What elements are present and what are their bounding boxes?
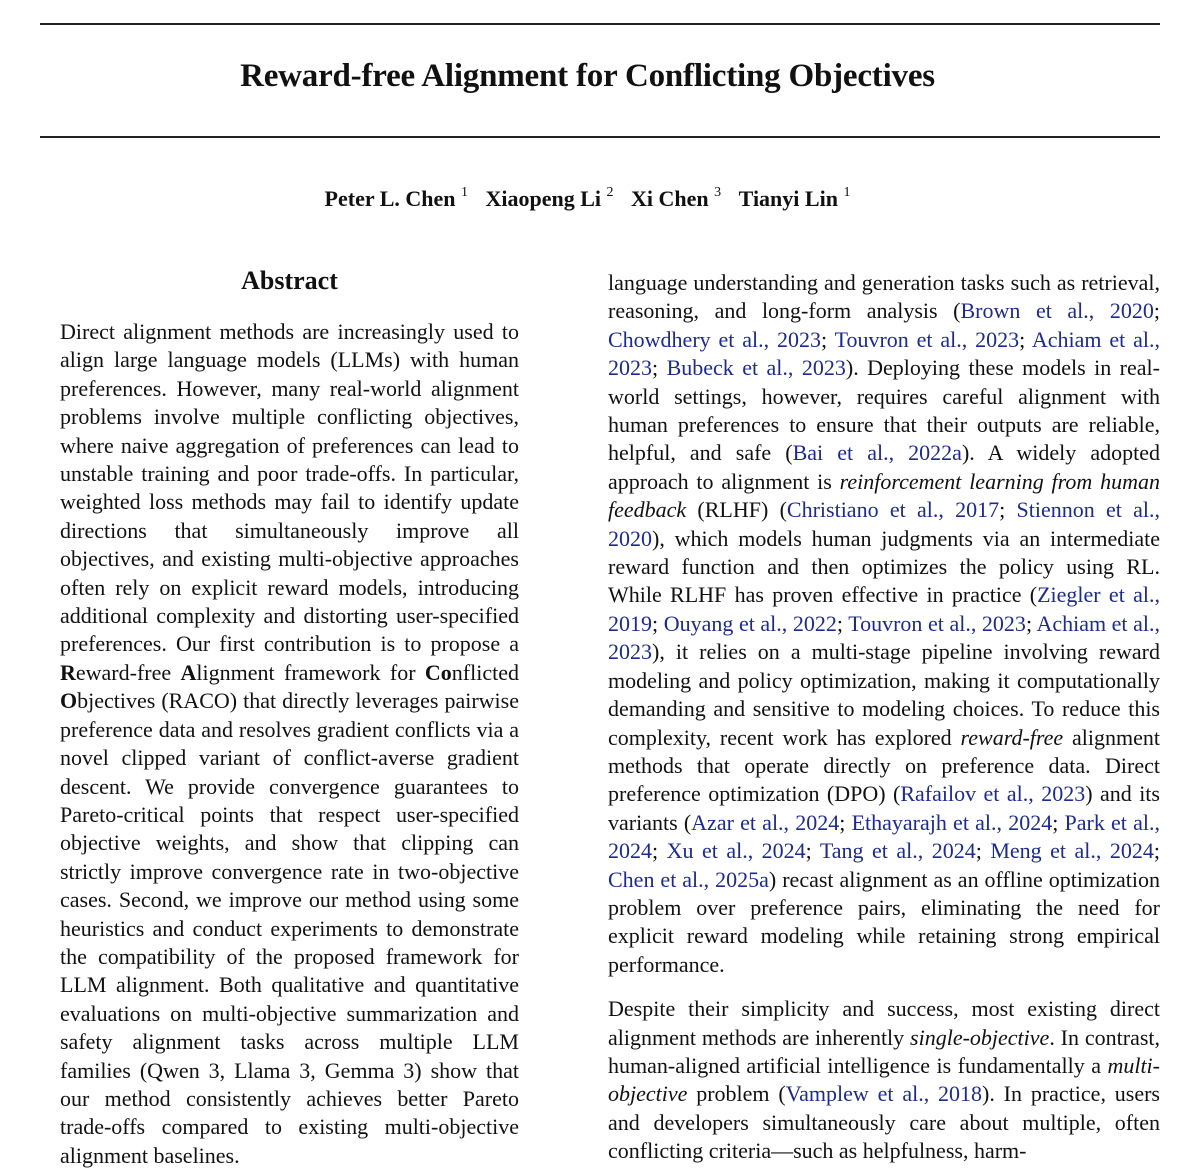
emphasis-text: reward-free <box>960 724 1064 750</box>
text-run: ). A widely adopted approach to alignment is <box>608 440 1161 494</box>
author: Tianyi Lin $^1$ <box>738 184 851 211</box>
emphasis-text: reinforcement learning from human feedback <box>608 468 1160 523</box>
citation-link[interactable]: Christiano et al., 2017 <box>786 497 1000 523</box>
citation-link[interactable]: Vamplew et al., 2018 <box>785 1081 983 1107</box>
text-run: ; <box>1153 298 1160 324</box>
text-run: ) and its variants ( <box>608 781 1160 835</box>
citation-link[interactable]: Chen et al., 2025a <box>608 866 769 892</box>
author: Xiaopeng Li $^2$ <box>485 184 614 211</box>
text-run: ), which models human judgments via an intermediate reward function and then optimizes the policy using RL. While RLHF has proven effective in practice ( <box>608 525 1160 608</box>
text-run: ; <box>1019 326 1032 352</box>
text-run: ; <box>975 838 991 864</box>
text-run: ) recast alignment as an offline optimization problem over preference pairs, eliminating the need for explicit reward modeling while retaining strong empirical performance. <box>608 866 1160 977</box>
citation-link[interactable]: Azar et al., 2024 <box>691 809 840 835</box>
text-run: ; <box>999 497 1017 523</box>
citation-link[interactable]: Ethayarajh et al., 2024 <box>851 809 1053 835</box>
text-run: eward-free <box>75 659 181 685</box>
intro-paragraph <box>608 269 1160 979</box>
citation-link[interactable]: Xu et al., 2024 <box>666 838 806 864</box>
abstract-text <box>60 318 519 1170</box>
text-run: Direct alignment methods are increasingly used to align large language models (LLMs) with human preferences. However, many real-world alignment problems involve multiple conflicting objectives, where naive aggregation of preferences can lead to unstable training and poor trade-offs. In particular, weighted loss methods may fail to identify update directions that simultaneously improve all objectives, and existing multi-objective approaches often rely on explicit reward models, introducing additional complexity and distorting user-specified preferences. Our first contribution is to propose a <box>60 319 519 657</box>
intro-paragraph <box>608 995 1160 1165</box>
text-run: ; <box>652 355 667 381</box>
citation-link[interactable]: Brown et al., 2020 <box>960 298 1154 324</box>
abstract-heading: Abstract <box>241 266 338 295</box>
bold-text: A <box>180 659 197 685</box>
text-run: . In contrast, human-aligned artificial intelligence is fundamentally a <box>608 1024 1161 1078</box>
paper-title: Reward-free Alignment for Conflicting Objectives <box>240 58 935 94</box>
citation-link[interactable]: Tang et al., 2024 <box>819 838 976 864</box>
citation-link[interactable]: Bubeck et al., 2023 <box>666 355 846 381</box>
text-run: ; <box>1153 838 1160 864</box>
text-run: ; <box>1052 809 1065 835</box>
bold-text: R <box>60 659 76 685</box>
citation-link[interactable]: Achiam et al., 2023 <box>608 326 1161 381</box>
right-column <box>608 269 1160 1166</box>
citation-link[interactable]: Chowdhery et al., 2023 <box>608 326 821 352</box>
text-run: ; <box>839 809 852 835</box>
citation-link[interactable]: Meng et al., 2024 <box>990 838 1154 864</box>
citation-link[interactable]: Stiennon et al., 2020 <box>608 497 1160 551</box>
affiliation-mark: 1 <box>461 184 469 200</box>
emphasis-text: single-objective <box>910 1024 1050 1050</box>
text-run: alignment methods that operate directly on preference data. Direct preference optimization (DPO) ( <box>608 724 1160 807</box>
bold-text: O <box>60 688 78 714</box>
author: Peter L. Chen $^1$ <box>324 184 469 211</box>
citation-link[interactable]: Ziegler et al., 2019 <box>608 582 1160 636</box>
emphasis-text: multi-objective <box>608 1052 1160 1107</box>
citation-link[interactable]: Rafailov et al., 2023 <box>900 781 1086 807</box>
text-run: language understanding and generation tasks such as retrieval, reasoning, and long-form analysis ( <box>608 270 1160 324</box>
affiliation-mark: 2 <box>606 184 614 200</box>
citation-link[interactable]: Touvron et al., 2023 <box>834 326 1020 352</box>
text-run: ; <box>652 838 667 864</box>
citation-link[interactable]: Ouyang et al., 2022 <box>663 610 837 636</box>
left-column <box>60 263 519 1170</box>
text-run: ; <box>652 610 664 636</box>
bold-text: Co <box>424 659 452 685</box>
text-run: ; <box>1025 610 1037 636</box>
affiliation-mark: 3 <box>714 184 722 200</box>
text-run: (RLHF) ( <box>686 497 787 523</box>
text-run: problem ( <box>687 1081 786 1107</box>
text-run: nflicted <box>451 659 519 685</box>
title-rule-bottom <box>40 136 1160 138</box>
text-run: lignment framework for <box>196 659 425 685</box>
title-rule-top <box>40 23 1160 25</box>
citation-link[interactable]: Park et al., 2024 <box>608 809 1160 864</box>
citation-link[interactable]: Achiam et al., 2023 <box>608 610 1161 665</box>
text-run: ; <box>836 610 849 636</box>
text-run: bjectives (RACO) that directly leverages pairwise preference data and resolves gradient conflicts via a novel clipped variant of conflict-averse gradient descent. We provide convergence guarantees to Pareto-critical points that respect user-specified objective weights, and show that clipping can strictly improve convergence rate in two-objective cases. Second, we improve our method using some heuristics and conduct experiments to demonstrate the compatibility of the proposed framework for LLM alignment. Both qualitative and quantitative evaluations on multi-objective summarization and safety alignment tasks across multiple LLM families (Qwen 3, Llama 3, Gemma 3) show that our method consistently achieves better Pareto trade-offs compared to existing multi-objective alignment baselines. <box>60 688 519 1168</box>
author: Xi Chen $^3$ <box>631 184 722 211</box>
text-run: ). Deploying these models in real-world settings, however, requires careful alignment with human preferences to ensure that their outputs are reliable, helpful, and safe ( <box>608 355 1160 466</box>
affiliation-mark: 1 <box>843 184 851 200</box>
author-list <box>0 186 1175 212</box>
citation-link[interactable]: Bai et al., 2022a <box>792 440 962 466</box>
text-run: ; <box>820 326 835 352</box>
text-run: ), it relies on a multi-stage pipeline involving reward modeling and policy optimization, making it computationally demanding and sensitive to modeling choices. To reduce this complexity, recent work has explored <box>608 639 1160 750</box>
text-run: ; <box>805 838 820 864</box>
citation-link[interactable]: Touvron et al., 2023 <box>848 610 1026 636</box>
text-run: ). In practice, users and developers simultaneously care about multiple, often conflicting criteria—such as helpfulness, harm- <box>608 1081 1160 1164</box>
text-run: Despite their simplicity and success, most existing direct alignment methods are inherently <box>608 996 1160 1050</box>
